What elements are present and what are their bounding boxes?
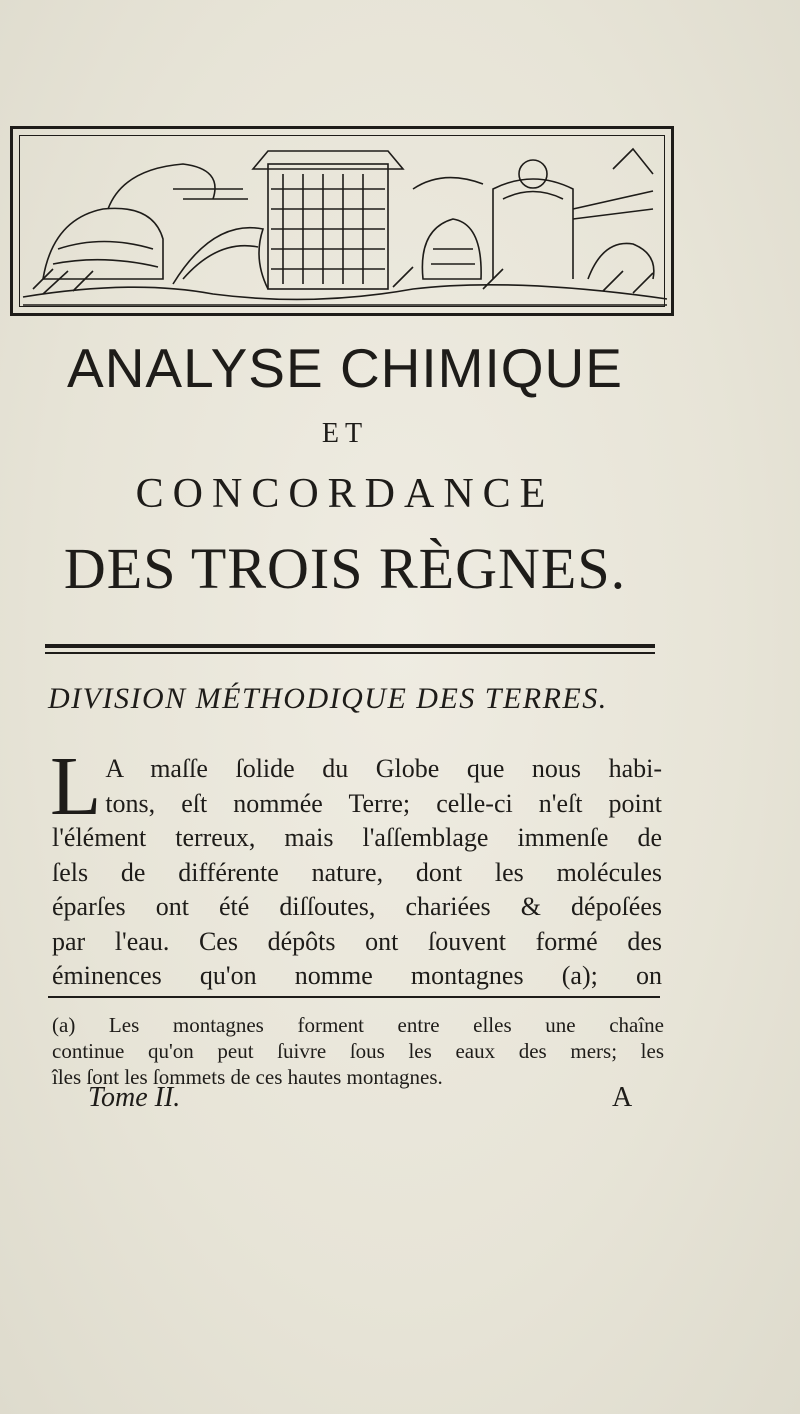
footnote-rule	[48, 996, 660, 998]
body-line: éminences qu'on nomme montagnes (a); on	[52, 961, 662, 990]
gathering-mark: A	[612, 1082, 633, 1113]
body-paragraph	[50, 740, 662, 994]
footnote-line: îles ſont les ſommets de ces hautes montagnes.	[52, 1065, 443, 1089]
body-line: par l'eau. Ces dépôts ont ſouvent formé des	[52, 926, 662, 956]
body-line: éparſes ont été diſſoutes, chariées & dépoſées	[52, 892, 662, 921]
volume-signature: Tome II.	[88, 1082, 181, 1113]
body-line: A maſſe ſolide du Globe que nous habi-	[105, 754, 662, 783]
body-line: l'élément terreux, mais l'aſſemblage immenſe de	[52, 823, 662, 852]
footnote	[52, 1012, 664, 1090]
title-et: ET	[321, 418, 369, 449]
section-heading: DIVISION MÉTHODIQUE DES TERRES.	[48, 682, 608, 715]
title-des-trois-regnes: DES TROIS RÈGNES.	[63, 536, 627, 601]
engraved-headpiece	[10, 126, 674, 316]
body-line: ſels de différente nature, dont les molécules	[52, 857, 662, 887]
title-concordance: CONCORDANCE	[135, 471, 555, 517]
title-analyse-chimique: ANALYSE CHIMIQUE	[67, 337, 623, 399]
body-line: tons, eſt nommée Terre; celle-ci n'eſt point	[105, 788, 662, 818]
divider-thin-line	[45, 652, 655, 654]
divider-thick-line	[45, 644, 655, 648]
drop-capital: L	[50, 740, 102, 833]
headpiece-illustration	[13, 129, 677, 319]
footnote-line: (a) Les montagnes forment entre elles une chaîne	[52, 1013, 664, 1037]
footnote-line: continue qu'on peut ſuivre ſous les eaux des mers; les	[52, 1039, 664, 1063]
title-divider-rule	[45, 644, 655, 656]
